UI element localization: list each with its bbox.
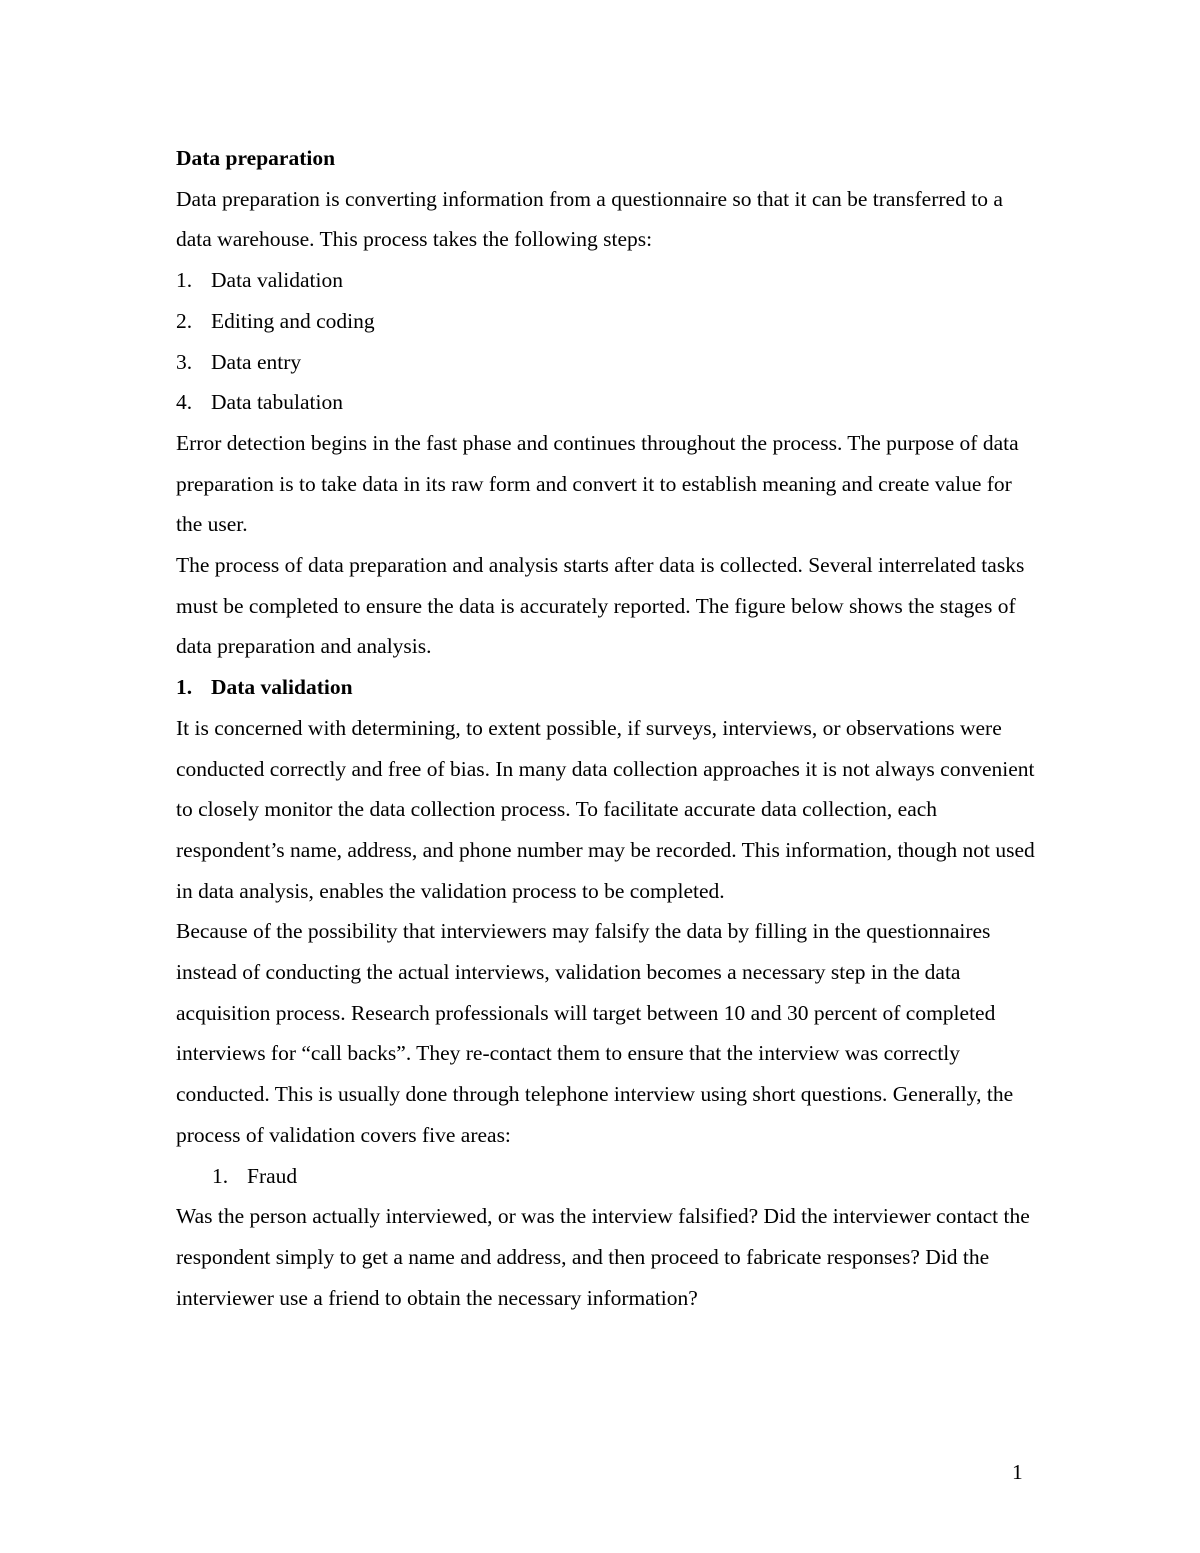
area-list-item xyxy=(176,1156,1036,1197)
intro-paragraph: Data preparation is converting information from a questionnaire so that it can be transferred to a data warehouse. This process takes the following steps: xyxy=(176,186,1003,252)
document-body xyxy=(176,138,1036,1318)
step-number: 3. xyxy=(176,349,193,374)
step-list-item xyxy=(176,342,1036,383)
step-text: Editing and coding xyxy=(211,308,375,333)
page-number: 1 xyxy=(1012,1460,1023,1484)
step-text: Data validation xyxy=(211,268,343,293)
subsection-heading xyxy=(176,667,1036,708)
subsection-number: 1. xyxy=(176,675,193,700)
step-number: 4. xyxy=(176,390,193,415)
step-list-item xyxy=(176,382,1036,423)
section-heading: Data preparation xyxy=(176,146,336,170)
step-number: 2. xyxy=(176,308,193,333)
step-text: Data tabulation xyxy=(211,390,343,415)
validation-paragraph: It is concerned with determining, to extent possible, if surveys, interviews, or observations were conducted correctly and free of bias. In many data collection approaches it is not always convenient to closely monitor the data collection process. To facilitate accurate data collection, each respondent’s name, address, and phone number may be recorded. This information, though not used in data analysis, enables the validation process to be completed. xyxy=(176,715,1035,903)
process-paragraph: The process of data preparation and analysis starts after data is collected. Several interrelated tasks must be completed to ensure the data is accurately reported. The figure below shows the stages of data preparation and analysis. xyxy=(176,553,1025,659)
subsection-title: Data validation xyxy=(211,675,353,700)
fraud-paragraph: Was the person actually interviewed, or was the interview falsified? Did the interviewer contact the respondent simply to get a name and address, and then proceed to fabricate responses? Did the interviewer use a friend to obtain the necessary information? xyxy=(176,1204,1030,1310)
falsify-paragraph: Because of the possibility that interviewers may falsify the data by filling in the questionnaires instead of conducting the actual interviews, validation becomes a necessary step in the data acquisition process. Research professionals will target between 10 and 30 percent of completed interviews for “call backs”. They re-contact them to ensure that the interview was correctly conducted. This is usually done through telephone interview using short questions. Generally, the process of validation covers five areas: xyxy=(176,919,1014,1147)
error-detection-paragraph: Error detection begins in the fast phase and continues throughout the process. The purpose of data preparation is to take data in its raw form and convert it to establish meaning and create value for the user. xyxy=(176,430,1019,537)
step-list-item xyxy=(176,260,1036,301)
area-text: Fraud xyxy=(247,1163,298,1188)
step-number: 1. xyxy=(176,268,193,293)
step-text: Data entry xyxy=(211,349,302,374)
step-list-item xyxy=(176,301,1036,342)
area-number: 1. xyxy=(212,1163,229,1188)
